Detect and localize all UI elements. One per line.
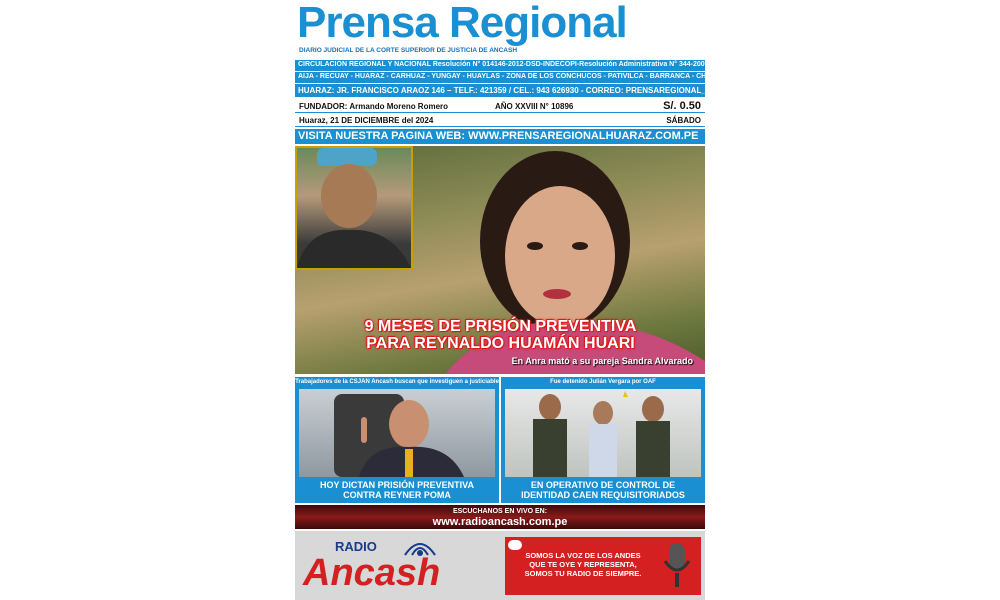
microphone-icon — [659, 541, 695, 591]
story-left — [295, 377, 499, 503]
newspaper-cover — [293, 0, 783, 600]
issue-number: AÑO XXVIII N° 10896 — [495, 102, 574, 111]
main-headline — [303, 318, 698, 352]
radio-strip[interactable] — [295, 505, 705, 529]
radio-logo-main: Ancash — [303, 552, 441, 594]
man-photo-icon — [297, 148, 411, 268]
founder: FUNDADOR: Armando Moreno Romero — [299, 102, 449, 111]
meta-row — [295, 100, 705, 113]
date-row — [295, 115, 705, 127]
ad-slogan-line1: SOMOS LA VOZ DE LOS ANDES — [525, 551, 641, 560]
ad-slogan-line2: QUE TE OYE Y REPRESENTA, — [529, 560, 637, 569]
story-right-title-line1: EN OPERATIVO DE CONTROL DE — [530, 480, 676, 490]
radio-ancash-ad[interactable] — [295, 531, 705, 600]
mini-logo-icon — [508, 540, 522, 550]
story-left-title-line1: HOY DICTAN PRISIÓN PREVENTIVA — [319, 480, 475, 490]
story-right-photo — [505, 389, 701, 477]
towns-bar: AIJA - RECUAY - HUARAZ - CARHUAZ - YUNGAY - HUAYLAS - ZONA DE LOS CONCHUCOS - PATIVILCA - BARRANCA - CHIMBOTE - LIMA NORTE — [295, 72, 705, 83]
website-banner[interactable]: VISITA NUESTRA PAGINA WEB: WWW.PRENSAREGIONALHUARAZ.COM.PE — [295, 129, 705, 144]
address-bar: HUARAZ: JR. FRANCISCO ARAOZ 146 – TELF.: 421359 / CEL.: 943 626930 - CORREO: PRENSAREGIONAL_1@YAHOO.ES — [295, 84, 705, 97]
headline-line1: 9 MESES DE PRISIÓN PREVENTIVA — [364, 318, 637, 335]
radio-strip-line1: ESCUCHANOS EN VIVO EN: — [452, 508, 548, 515]
ad-slogan-box — [505, 537, 701, 595]
weekday: SÁBADO — [666, 116, 701, 125]
story-left-title[interactable] — [295, 480, 499, 500]
story-right-title-line2: IDENTIDAD CAEN REQUISITORIADOS — [521, 490, 685, 500]
radio-strip-url: www.radioancash.com.pe — [432, 516, 568, 528]
main-subhead: En Anra mató a su pareja Sandra Alvarado — [511, 356, 693, 366]
ad-slogan-line3: SOMOS TU RADIO DE SIEMPRE. — [524, 569, 642, 578]
story-left-caption: Trabajadores de la CSJAN Ancash buscan que investiguen a justiciable — [295, 379, 499, 385]
lawyer-photo-icon — [299, 389, 495, 477]
story-left-title-line2: CONTRA REYNER POMA — [343, 490, 451, 500]
date: Huaraz, 21 DE DICIEMBRE del 2024 — [299, 116, 434, 125]
story-right-caption: Fue detenido Julián Vergara por OAF — [550, 379, 656, 385]
suspect-inset-photo — [295, 146, 413, 270]
radio-logo-top: RADIO — [335, 539, 377, 554]
price: S/. 0.50 — [663, 100, 701, 112]
story-right-title[interactable] — [501, 480, 705, 500]
headline-line2: PARA REYNALDO HUAMÁN HUARI — [366, 335, 635, 352]
circulation-bar: CIRCULACIÓN REGIONAL Y NACIONAL Resolución N° 014146-2012-DSD-INDECOPI-Resolución Administrativa N° 344-2007-P-CSJAN/PJ — [295, 60, 705, 71]
ad-slogan — [513, 551, 653, 578]
masthead-title: Prensa Regional — [297, 0, 627, 47]
masthead-subtitle: DIARIO JUDICIAL DE LA CORTE SUPERIOR DE JUSTICIA DE ANCASH — [299, 47, 518, 54]
story-right — [501, 377, 705, 503]
story-left-photo — [299, 389, 495, 477]
police-photo-icon — [505, 389, 701, 477]
